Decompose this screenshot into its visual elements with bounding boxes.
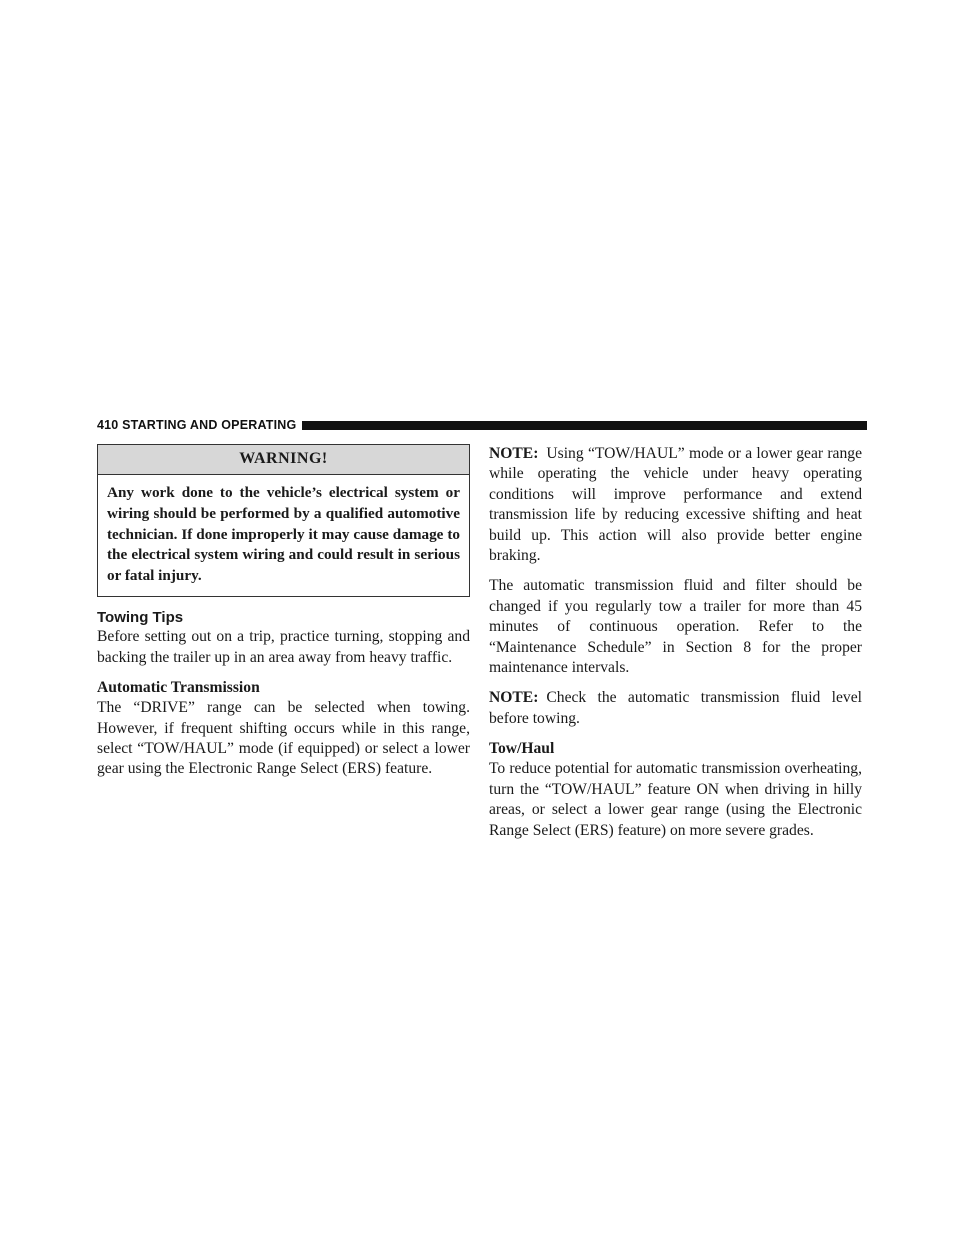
- right-column: [489, 444, 862, 841]
- left-column: [97, 444, 470, 780]
- page-number-section-title: 410 STARTING AND OPERATING: [97, 418, 297, 432]
- note-text-1: Using “TOW/HAUL” mode or a lower gear range while operating the vehicle under heavy operating conditions will improve performance and extend transmission life by reducing excessive shifting and heat build up. This action will also provide better engine braking.: [489, 445, 862, 565]
- header-rule: [302, 421, 867, 430]
- note-label-2: NOTE:: [489, 689, 539, 707]
- note-paragraph-1: [489, 444, 862, 566]
- warning-title: WARNING!: [98, 445, 469, 475]
- tow-haul-heading: Tow/Haul: [489, 740, 555, 758]
- automatic-transmission-heading: Automatic Transmission: [97, 679, 260, 697]
- fluid-paragraph: The automatic transmission fluid and filter should be changed if you regularly tow a trailer for more than 45 minutes of continuous operation. Refer to the “Maintenance Schedule” in Section 8 for the proper maintenance intervals.: [489, 577, 862, 677]
- tow-haul-paragraph: To reduce potential for automatic transmission overheating, turn the “TOW/HAUL” feature ON when driving in hilly areas, or select a lower gear range (using the Electronic Range Select (ERS) feature) on more severe grades.: [489, 760, 862, 839]
- note-paragraph-2: [489, 688, 862, 729]
- note-label-1: NOTE:: [489, 445, 539, 462]
- towing-tips-paragraph: Before setting out on a trip, practice turning, stopping and backing the trailer up in an area away from heavy traffic.: [97, 628, 470, 666]
- warning-box: [97, 444, 470, 597]
- note-text-2: Check the automatic transmission fluid level before towing.: [489, 689, 862, 727]
- towing-tips-heading: Towing Tips: [97, 609, 184, 627]
- page-header: [97, 416, 867, 434]
- warning-text: Any work done to the vehicle’s electrical system or wiring should be performed by a qualified automotive technician. If done improperly it may cause damage to the electrical system wiring and could result in serious or fatal injury.: [107, 484, 460, 584]
- automatic-transmission-paragraph: The “DRIVE” range can be selected when towing. However, if frequent shifting occurs while in this range, select “TOW/HAUL” mode (if equipped) or select a lower gear using the Electronic Range Select (ERS) feature.: [97, 699, 470, 778]
